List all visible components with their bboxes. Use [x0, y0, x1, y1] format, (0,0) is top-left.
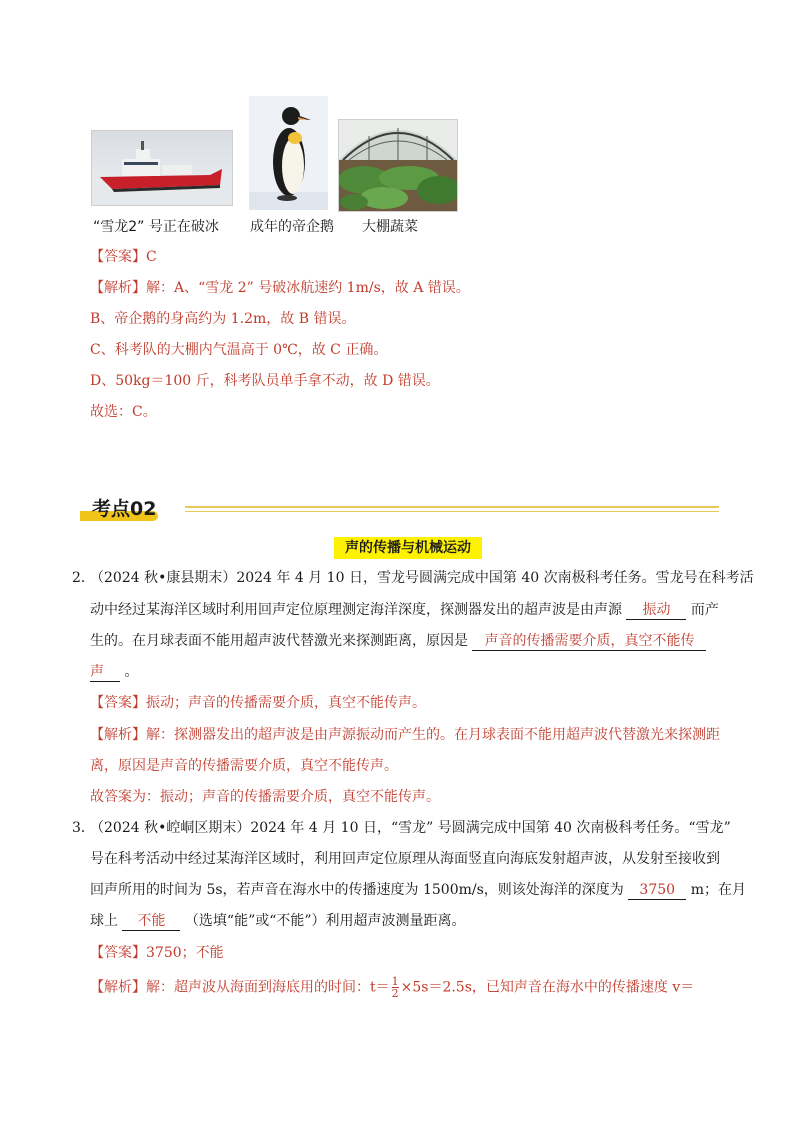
emperor-penguin-image: [249, 96, 328, 210]
q2-blank2a: 声音的传播需要介质，真空不能传: [472, 632, 706, 651]
q1-conclusion: 故选：C。: [90, 404, 157, 420]
q3-blank2: 不能: [122, 912, 180, 931]
q2-blank1: 振动: [626, 601, 686, 620]
q3-blank1: 3750: [628, 881, 686, 900]
q3-line2: 号在科考活动中经过某海洋区域时，利用回声定位原理从海面竖直向海底发射超声波，从发射至接收到: [90, 851, 720, 867]
q1-analysis-d: D、50kg＝100 斤，科考队员单手拿不动，故 D 错误。: [90, 373, 440, 389]
greenhouse-caption: 大棚蔬菜: [362, 219, 418, 235]
q2-analysis2: 离，原因是声音的传播需要介质，真空不能传声。: [90, 758, 398, 774]
q3-answer: 【答案】3750；不能: [90, 945, 224, 961]
q3-line1: 3．（2024 秋•崆峒区期末）2024 年 4 月 10 日，“雪龙” 号圆满完成中国第 40 次南极科考任务。“雪龙”: [72, 820, 731, 836]
section-badge: 考点02: [92, 498, 157, 520]
section-rule: [185, 506, 719, 508]
q3-analysis: 【解析】解：超声波从海面到海底用的时间：t＝ $\frac{1}{2}$ ×5s＝2.5s，已知声音在海水中的传播速度 v＝: [90, 975, 695, 1000]
q2-line2: 动中经过某海洋区域时利用回声定位原理测定海洋深度，探测器发出的超声波是由声源 振动 而产: [90, 602, 719, 618]
q1-answer: 【答案】C: [90, 249, 157, 265]
q1-analysis-c: C、科考队的大棚内气温高于 0℃，故 C 正确。: [90, 342, 388, 358]
q2-answer: 【答案】振动；声音的传播需要介质，真空不能传声。: [90, 695, 426, 711]
q1-analysis-b: B、帝企鹅的身高约为 1.2m，故 B 错误。: [90, 311, 356, 327]
q1-analysis-a: 【解析】解：A、“雪龙 2” 号破冰航速约 1m/s，故 A 错误。: [90, 280, 470, 296]
q3-fraction: $\frac{1}{2}$: [391, 975, 399, 1000]
greenhouse-vegetables-image: [338, 119, 458, 212]
q2-line4: 声 。: [90, 664, 139, 680]
section-rule-thin: [185, 511, 719, 512]
q2-conclusion: 故答案为：振动；声音的传播需要介质，真空不能传声。: [90, 789, 440, 805]
q2-blank2b: 声: [90, 663, 120, 682]
section-topic: 声的传播与机械运动: [334, 537, 482, 559]
ship-caption: “雪龙2” 号正在破冰: [93, 219, 219, 235]
q3-line3: 回声所用的时间为 5s，若声音在海水中的传播速度为 1500m/s，则该处海洋的深度为 3750 m；在月: [90, 882, 746, 898]
q3-line4: 球上 不能 （选填“能”或“不能”）利用超声波测量距离。: [90, 913, 466, 929]
icebreaker-ship-image: [91, 130, 233, 206]
q2-line3: 生的。在月球表面不能用超声波代替激光来探测距离，原因是 声音的传播需要介质，真空不能传: [90, 631, 706, 651]
q2-analysis1: 【解析】解：探测器发出的超声波是由声源振动而产生的。在月球表面不能用超声波代替激光来探测距: [90, 727, 720, 743]
penguin-caption: 成年的帝企鹅: [250, 219, 334, 235]
q2-line1: 2．（2024 秋•康县期末）2024 年 4 月 10 日，雪龙号圆满完成中国第 40 次南极科考任务。雪龙号在科考活: [72, 570, 754, 586]
